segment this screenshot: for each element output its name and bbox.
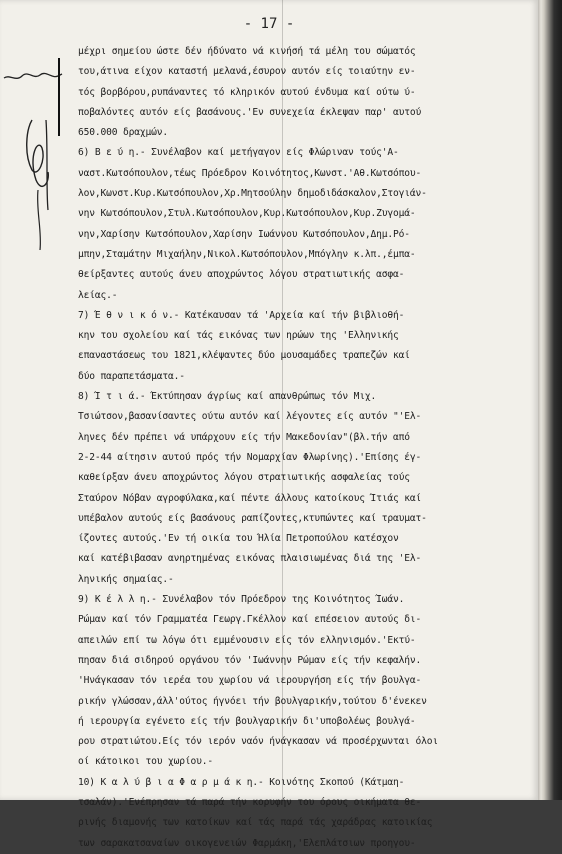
text-line: ρικήν γλώσσαν,άλλ'ούτος ήγνόει τήν βουλγαρικήν,τούτου δ'ένεκεν (78, 695, 427, 707)
text-line: ρου στρατιώτου.Είς τόν ιερόν ναόν ήνάγκασαν νά προσέρχωνται όλοι (78, 736, 439, 748)
typed-text-body (78, 42, 508, 854)
text-line: μέχρι σημείου ώστε δέν ήδύνατο νά κινήσή τά μέλη του σώματός (78, 46, 416, 57)
text-line: ρινής διαμονής των κατοίκων καί τάς παρά τάς χαράδρας κατοικίας (78, 817, 433, 829)
text-line: καθείρξαν άνευ αποχρώντος λόγου στρατιωτικής ασφαλείας τούς (78, 472, 410, 484)
text-line: 650.000 δραχμών. (78, 127, 169, 139)
text-line: κην του σχολείου καί τάς εικόνας των ηρώων της 'Ελληνικής (78, 330, 399, 342)
handwritten-margin-annotation (2, 60, 76, 260)
text-line: των σαρακατσαναίων οικογενειών Φαρμάκη,'Ελεπλάτσιων προηγου- (78, 837, 416, 849)
text-line: απειλών επί τω λόγω ότι εμμένουσιν είς τόν ελληνισμόν.'Εκτύ- (78, 634, 416, 646)
text-line: τσαλάν).'Ενέπρησαν τά παρά τήν κορυφήν του όρους οικήματα θε- (78, 796, 422, 808)
text-line: νην Κωτσόπουλον,Στυλ.Κωτσόπουλον,Κυρ.Κωτσόπουλον,Κυρ.Ζυγομά- (78, 208, 416, 220)
text-line: 8) Ί τ ι ά.- Έκτύπησαν άγρίως καί απανθρώπως τόν Μιχ. (78, 391, 377, 403)
text-line: λείας.- (78, 289, 118, 301)
text-line: 2-2-44 αίτησιν αυτού πρός τήν Νομαρχίαν Φλωρίνης).'Επίσης έγ- (78, 451, 422, 463)
text-line: τός βορβόρου,ρυπάναντες τό κληρικόν αυτού ένδυμα καί ούτω ύ- (78, 86, 416, 98)
text-line: 6) Β ε ύ η.- Συνέλαβον καί μετήγαγον είς Φλώριναν τούς'Α- (78, 147, 399, 159)
handwriting-scribble-icon (2, 60, 76, 260)
text-line: λον,Κωνστ.Κυρ.Κωτσόπουλον,Χρ.Μητσούλην δημοδιδάσκαλον,Στογιάν- (78, 188, 427, 200)
text-line: 'Ηνάγκασαν τόν ιερέα του χωρίου νά ιερουργήση είς τήν βουλγα- (78, 675, 422, 687)
text-line: πησαν διά σιδηρού οργάνου τόν 'Ιωάννην Ρώμαν είς τήν κεφαλήν. (78, 654, 422, 666)
text-line: επαναστάσεως του 1821,κλέψαντες δύο μουσαμάδες τραπεζών καί (78, 350, 410, 362)
text-line: νην,Χαρίσην Κωτσόπουλον,Χαρίσην Ιωάννου Κωτσόπουλον,Δημ.Ρό- (78, 228, 410, 240)
text-line: Τσιώτσον,βασανίσαντες ούτω αυτόν καί λέγοντες είς αυτόν "'Ελ- (78, 411, 422, 423)
text-line: ή ιερουργία εγένετο είς τήν βουλγαρικήν δι'υποβολέως βουλγά- (78, 715, 416, 727)
text-line: ληνες δέν πρέπει νά υπάρχουν είς τήν Μακεδονίαν"(βλ.τήν από (78, 431, 410, 443)
text-line: ίζοντες αυτούς.'Εν τή οικία του Ήλία Πετροπούλου κατέσχον (78, 533, 399, 545)
text-line: 7) Έ θ ν ι κ ό ν.- Κατέκαυσαν τά 'Αρχεία καί τήν βιβλιοθή- (78, 309, 405, 321)
text-line: Ρώμαν καί τόν Γραμματέα Γεωργ.Γκέλλον καί επέσειον αυτούς δι- (78, 614, 422, 626)
scan-edge (538, 0, 562, 800)
text-line: ναστ.Κωτσόπουλον,τέως Πρόεδρον Κοινότητος,Κωνστ.'Αθ.Κωτσόπου- (78, 167, 422, 179)
text-line: θείρξαντες αυτούς άνευ αποχρώντος λόγου στρατιωτικής ασφα- (78, 269, 405, 281)
text-line: μπην,Σταμάτην Μιχαήλην,Νικολ.Κωτσόπουλον,Μπόγλην κ.λπ.,έμπα- (78, 248, 416, 260)
text-line: Σταύρον Νόβαν αγροφύλακα,καί πέντε άλλους κατοίκους Ίτιάς καί (78, 492, 422, 504)
margin-rule (58, 58, 60, 136)
text-line: δύο παραπετάσματα.- (78, 370, 185, 382)
text-line: ποβαλόντες αυτόν είς βασάνους.'Εν συνεχεία έκλεψαν παρ' αυτού (78, 106, 422, 118)
text-line: υπέβαλον αυτούς είς βασάνους ραπίζοντες,κτυπώντες καί τραυματ- (78, 512, 427, 524)
text-line: οί κάτοικοι του χωρίου.- (78, 756, 214, 768)
text-line: καί κατέβιβασαν ανηρτημένας εικόνας πλαισιωμένας διά της 'Ελ- (78, 553, 422, 565)
text-line: του,άτινα είχον καταστή μελανά,έσυρον αυτόν είς τοιαύτην εν- (78, 66, 416, 78)
page-number: - 17 - (243, 16, 295, 32)
text-line: ληνικής σημαίας.- (78, 573, 174, 585)
text-line: 9) Κ έ λ λ η.- Συνέλαβον τόν Πρόεδρον της Κοινότητος Ίωάν. (78, 594, 405, 606)
text-line: 10) Κ α λ ύ β ι α Φ α ρ μ ά κ η.- Κοινότης Σκοπού (Κάτμαη- (78, 776, 405, 788)
